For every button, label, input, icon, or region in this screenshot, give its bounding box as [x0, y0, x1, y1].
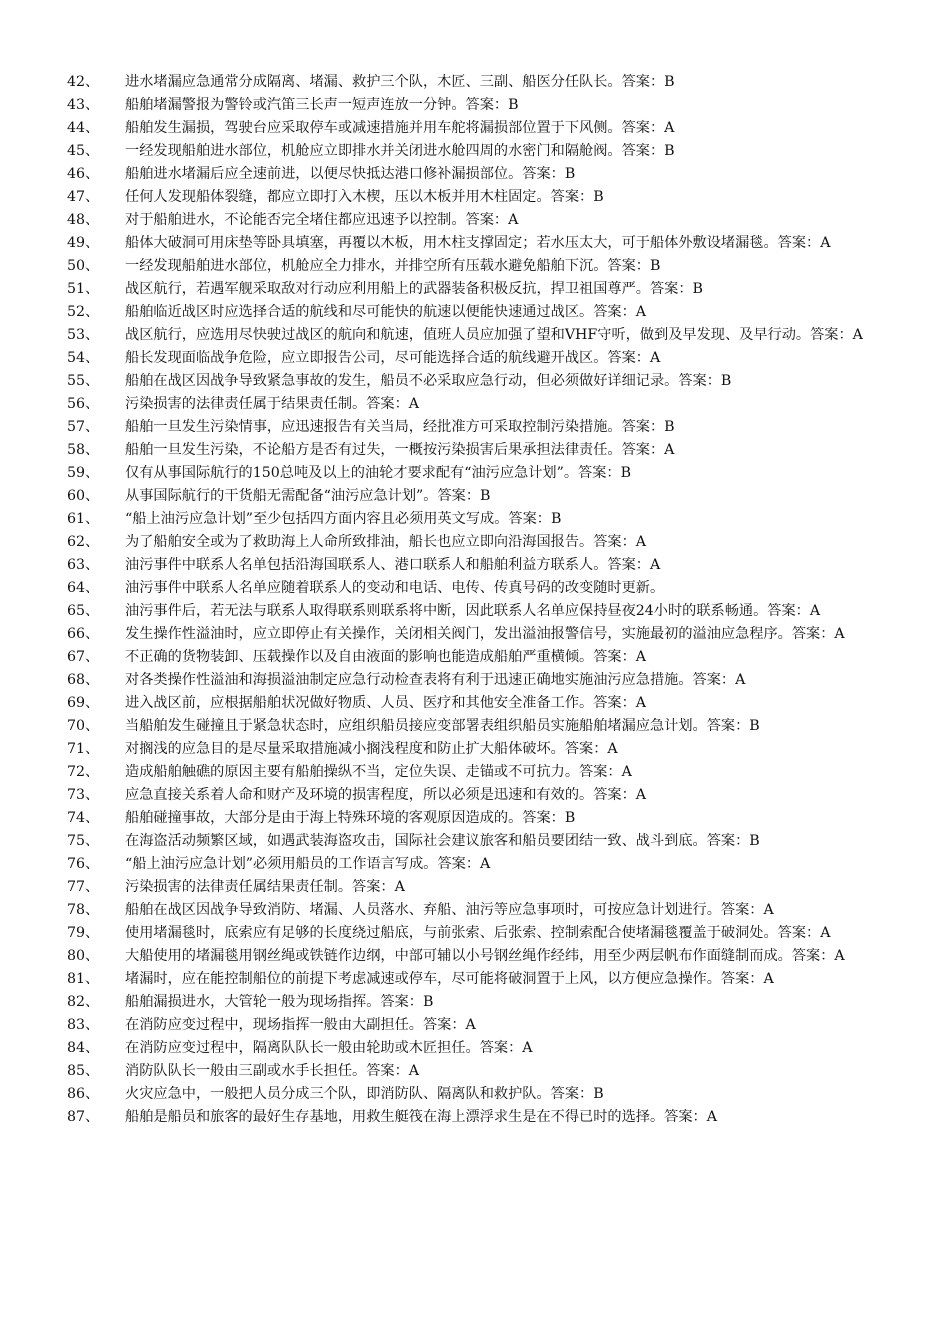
question-number: 83、 — [67, 1017, 100, 1033]
question-text: 船体大破洞可用床垫等卧具填塞，再覆以木板，用木柱支撑固定；若水压太大，可于船体外敷设堵漏毯。答案：A — [125, 235, 831, 251]
question-number: 58、 — [67, 442, 100, 458]
question-item — [67, 945, 897, 968]
question-item — [67, 623, 897, 646]
question-number: 68、 — [67, 672, 100, 688]
question-text: 船舶是船员和旅客的最好生存基地，用救生艇筏在海上漂浮求生是在不得已时的选择。答案：A — [125, 1109, 717, 1125]
question-number: 85、 — [67, 1063, 100, 1079]
question-number: 48、 — [67, 212, 100, 228]
question-text: “船上油污应急计划”必须用船员的工作语言写成。答案：A — [125, 856, 491, 872]
question-number: 86、 — [67, 1086, 100, 1102]
question-text: 战区航行，若遇军舰采取敌对行动应利用船上的武器装备积极反抗，捍卫祖国尊严。答案：B — [125, 281, 703, 297]
question-number: 56、 — [67, 396, 100, 412]
question-text: 消防队队长一般由三副或水手长担任。答案：A — [125, 1063, 419, 1079]
question-item — [67, 462, 897, 485]
question-item — [67, 991, 897, 1014]
question-text: 污染损害的法律责任属于结果责任制。答案：A — [125, 396, 419, 412]
question-number: 43、 — [67, 97, 100, 113]
question-number: 44、 — [67, 120, 100, 136]
question-number: 61、 — [67, 511, 100, 527]
question-text: 使用堵漏毯时，底索应有足够的长度绕过船底，与前张索、后张索、控制索配合使堵漏毯覆盖于破洞处。答案：A — [125, 925, 831, 941]
question-item — [67, 692, 897, 715]
question-text: 船舶进水堵漏后应全速前进，以便尽快抵达港口修补漏损部位。答案：B — [125, 166, 576, 182]
question-number: 66、 — [67, 626, 100, 642]
question-item — [67, 577, 897, 600]
question-item — [67, 968, 897, 991]
question-text: 一经发现船舶进水部位，机舱应立即排水并关闭进水舱四周的水密门和隔舱阀。答案：B — [125, 143, 675, 159]
question-text: 从事国际航行的干货船无需配备“油污应急计划”。答案：B — [125, 488, 491, 504]
question-text: 火灾应急中，一般把人员分成三个队，即消防队、隔离队和救护队。答案：B — [125, 1086, 604, 1102]
question-item — [67, 669, 897, 692]
question-item — [67, 646, 897, 669]
question-item — [67, 140, 897, 163]
question-text: 当船舶发生碰撞且于紧急状态时，应组织船员接应变部署表组织船员实施船舶堵漏应急计划。答案：B — [125, 718, 760, 734]
question-number: 45、 — [67, 143, 100, 159]
question-number: 49、 — [67, 235, 100, 251]
question-text: 进水堵漏应急通常分成隔离、堵漏、救护三个队，木匠、三副、船医分任队长。答案：B — [125, 74, 675, 90]
question-text: 油污事件中联系人名单包括沿海国联系人、港口联系人和船舶利益方联系人。答案：A — [125, 557, 661, 573]
question-item — [67, 485, 897, 508]
question-number: 84、 — [67, 1040, 100, 1056]
question-number: 69、 — [67, 695, 100, 711]
question-text: 船舶漏损进水，大管轮一般为现场指挥。答案：B — [125, 994, 434, 1010]
question-text: 船长发现面临战争危险，应立即报告公司，尽可能选择合适的航线避开战区。答案：A — [125, 350, 661, 366]
question-item — [67, 370, 897, 393]
question-number: 52、 — [67, 304, 100, 320]
question-item — [67, 71, 897, 94]
question-text: 一经发现船舶进水部位，机舱应全力排水，并排空所有压载水避免船舶下沉。答案：B — [125, 258, 661, 274]
question-item — [67, 899, 897, 922]
question-item — [67, 301, 897, 324]
question-item — [67, 347, 897, 370]
question-text: 对搁浅的应急目的是尽量采取措施减小搁浅程度和防止扩大船体破坏。答案：A — [125, 741, 618, 757]
question-text: 不正确的货物装卸、压载操作以及自由液面的影响也能造成船舶严重横倾。答案：A — [125, 649, 646, 665]
question-text: 发生操作性溢油时，应立即停止有关操作，关闭相关阀门，发出溢油报警信号，实施最初的溢油应急程序。答案：A — [125, 626, 845, 642]
question-text: 战区航行，应选用尽快驶过战区的航向和航速，值班人员应加强了望和VHF守听，做到及早发现、及早行动。答案：A — [125, 327, 863, 343]
question-text: 船舶堵漏警报为警铃或汽笛三长声一短声连放一分钟。答案：B — [125, 97, 519, 113]
question-text: 油污事件后，若无法与联系人取得联系则联系将中断，因此联系人名单应保持昼夜24小时的联系畅通。答案：A — [125, 603, 821, 619]
question-item — [67, 209, 897, 232]
question-item — [67, 117, 897, 140]
question-number: 47、 — [67, 189, 100, 205]
question-item — [67, 416, 897, 439]
question-number: 53、 — [67, 327, 100, 343]
question-text: 大船使用的堵漏毯用钢丝绳或铁链作边纲，中部可辅以小号钢丝绳作经纬，用至少两层帆布作面缝制而成。答案：A — [125, 948, 845, 964]
question-text: 船舶一旦发生污染情事，应迅速报告有关当局，经批准方可采取控制污染措施。答案：B — [125, 419, 675, 435]
question-item — [67, 232, 897, 255]
question-number: 75、 — [67, 833, 100, 849]
question-text: 在消防应变过程中，现场指挥一般由大副担任。答案：A — [125, 1017, 476, 1033]
question-text: 船舶在战区因战争导致消防、堵漏、人员落水、弃船、油污等应急事项时，可按应急计划进行。答案：A — [125, 902, 774, 918]
question-text: 船舶碰撞事故，大部分是由于海上特殊环境的客观原因造成的。答案：B — [125, 810, 576, 826]
question-item — [67, 1014, 897, 1037]
question-item — [67, 163, 897, 186]
question-number: 54、 — [67, 350, 100, 366]
question-number: 59、 — [67, 465, 100, 481]
question-text: 在消防应变过程中，隔离队队长一般由轮助或木匠担任。答案：A — [125, 1040, 533, 1056]
question-number: 72、 — [67, 764, 100, 780]
question-number: 74、 — [67, 810, 100, 826]
question-number: 79、 — [67, 925, 100, 941]
question-item — [67, 255, 897, 278]
question-text: 船舶在战区因战争导致紧急事故的发生，船员不必采取应急行动，但必须做好详细记录。答案：B — [125, 373, 732, 389]
question-item — [67, 1060, 897, 1083]
question-item — [67, 600, 897, 623]
question-item — [67, 830, 897, 853]
question-number: 73、 — [67, 787, 100, 803]
question-number: 77、 — [67, 879, 100, 895]
question-number: 82、 — [67, 994, 100, 1010]
question-number: 80、 — [67, 948, 100, 964]
question-text: 船舶一旦发生污染，不论船方是否有过失，一概按污染损害后果承担法律责任。答案：A — [125, 442, 675, 458]
question-number: 65、 — [67, 603, 100, 619]
question-number: 76、 — [67, 856, 100, 872]
question-item — [67, 94, 897, 117]
question-item — [67, 508, 897, 531]
question-number: 42、 — [67, 74, 100, 90]
question-text: 造成船舶触礁的原因主要有船舶操纵不当，定位失误、走锚或不可抗力。答案：A — [125, 764, 632, 780]
question-item — [67, 761, 897, 784]
question-text: 任何人发现船体裂缝，都应立即打入木楔，压以木板并用木柱固定。答案：B — [125, 189, 604, 205]
question-number: 60、 — [67, 488, 100, 504]
question-item — [67, 738, 897, 761]
question-item — [67, 876, 897, 899]
question-number: 81、 — [67, 971, 100, 987]
question-number: 71、 — [67, 741, 100, 757]
question-item — [67, 1106, 897, 1129]
question-text: 对于船舶进水，不论能否完全堵住都应迅速予以控制。答案：A — [125, 212, 519, 228]
question-item — [67, 278, 897, 301]
question-text: 为了船舶安全或为了救助海上人命所致排油，船长也应立即向沿海国报告。答案：A — [125, 534, 646, 550]
question-text: 船舶临近战区时应选择合适的航线和尽可能快的航速以便能快速通过战区。答案：A — [125, 304, 646, 320]
question-number: 87、 — [67, 1109, 100, 1125]
question-number: 51、 — [67, 281, 100, 297]
question-number: 63、 — [67, 557, 100, 573]
question-number: 67、 — [67, 649, 100, 665]
question-text: 堵漏时，应在能控制船位的前提下考虑减速或停车，尽可能将破洞置于上风，以方便应急操作。答案：A — [125, 971, 774, 987]
question-item — [67, 1083, 897, 1106]
question-item — [67, 807, 897, 830]
question-number: 57、 — [67, 419, 100, 435]
question-item — [67, 439, 897, 462]
question-item — [67, 186, 897, 209]
question-item — [67, 715, 897, 738]
question-item — [67, 922, 897, 945]
question-number: 70、 — [67, 718, 100, 734]
question-list — [67, 71, 897, 1129]
question-item — [67, 324, 897, 347]
question-number: 78、 — [67, 902, 100, 918]
question-number: 55、 — [67, 373, 100, 389]
question-text: 对各类操作性溢油和海损溢油制定应急行动检查表将有利于迅速正确地实施油污应急措施。答案：A — [125, 672, 746, 688]
question-text: 应急直接关系着人命和财产及环境的损害程度，所以必须是迅速和有效的。答案：A — [125, 787, 646, 803]
question-item — [67, 853, 897, 876]
question-number: 64、 — [67, 580, 100, 596]
question-number: 62、 — [67, 534, 100, 550]
question-item — [67, 554, 897, 577]
question-item — [67, 784, 897, 807]
question-item — [67, 1037, 897, 1060]
question-text: 油污事件中联系人名单应随着联系人的变动和电话、电传、传真号码的改变随时更新。 — [125, 580, 665, 596]
question-number: 50、 — [67, 258, 100, 274]
question-item — [67, 393, 897, 416]
question-text: “船上油污应急计划”至少包括四方面内容且必须用英文写成。答案：B — [125, 511, 562, 527]
question-text: 进入战区前，应根据船舶状况做好物质、人员、医疗和其他安全准备工作。答案：A — [125, 695, 646, 711]
question-text: 在海盗活动频繁区域，如遇武装海盗攻击，国际社会建议旅客和船员要团结一致、战斗到底。答案：B — [125, 833, 760, 849]
question-item — [67, 531, 897, 554]
question-number: 46、 — [67, 166, 100, 182]
question-text: 污染损害的法律责任属结果责任制。答案：A — [125, 879, 405, 895]
question-text: 仅有从事国际航行的150总吨及以上的油轮才要求配有“油污应急计划”。答案：B — [125, 465, 632, 481]
question-text: 船舶发生漏损，驾驶台应采取停车或减速措施并用车舵将漏损部位置于下风侧。答案：A — [125, 120, 675, 136]
